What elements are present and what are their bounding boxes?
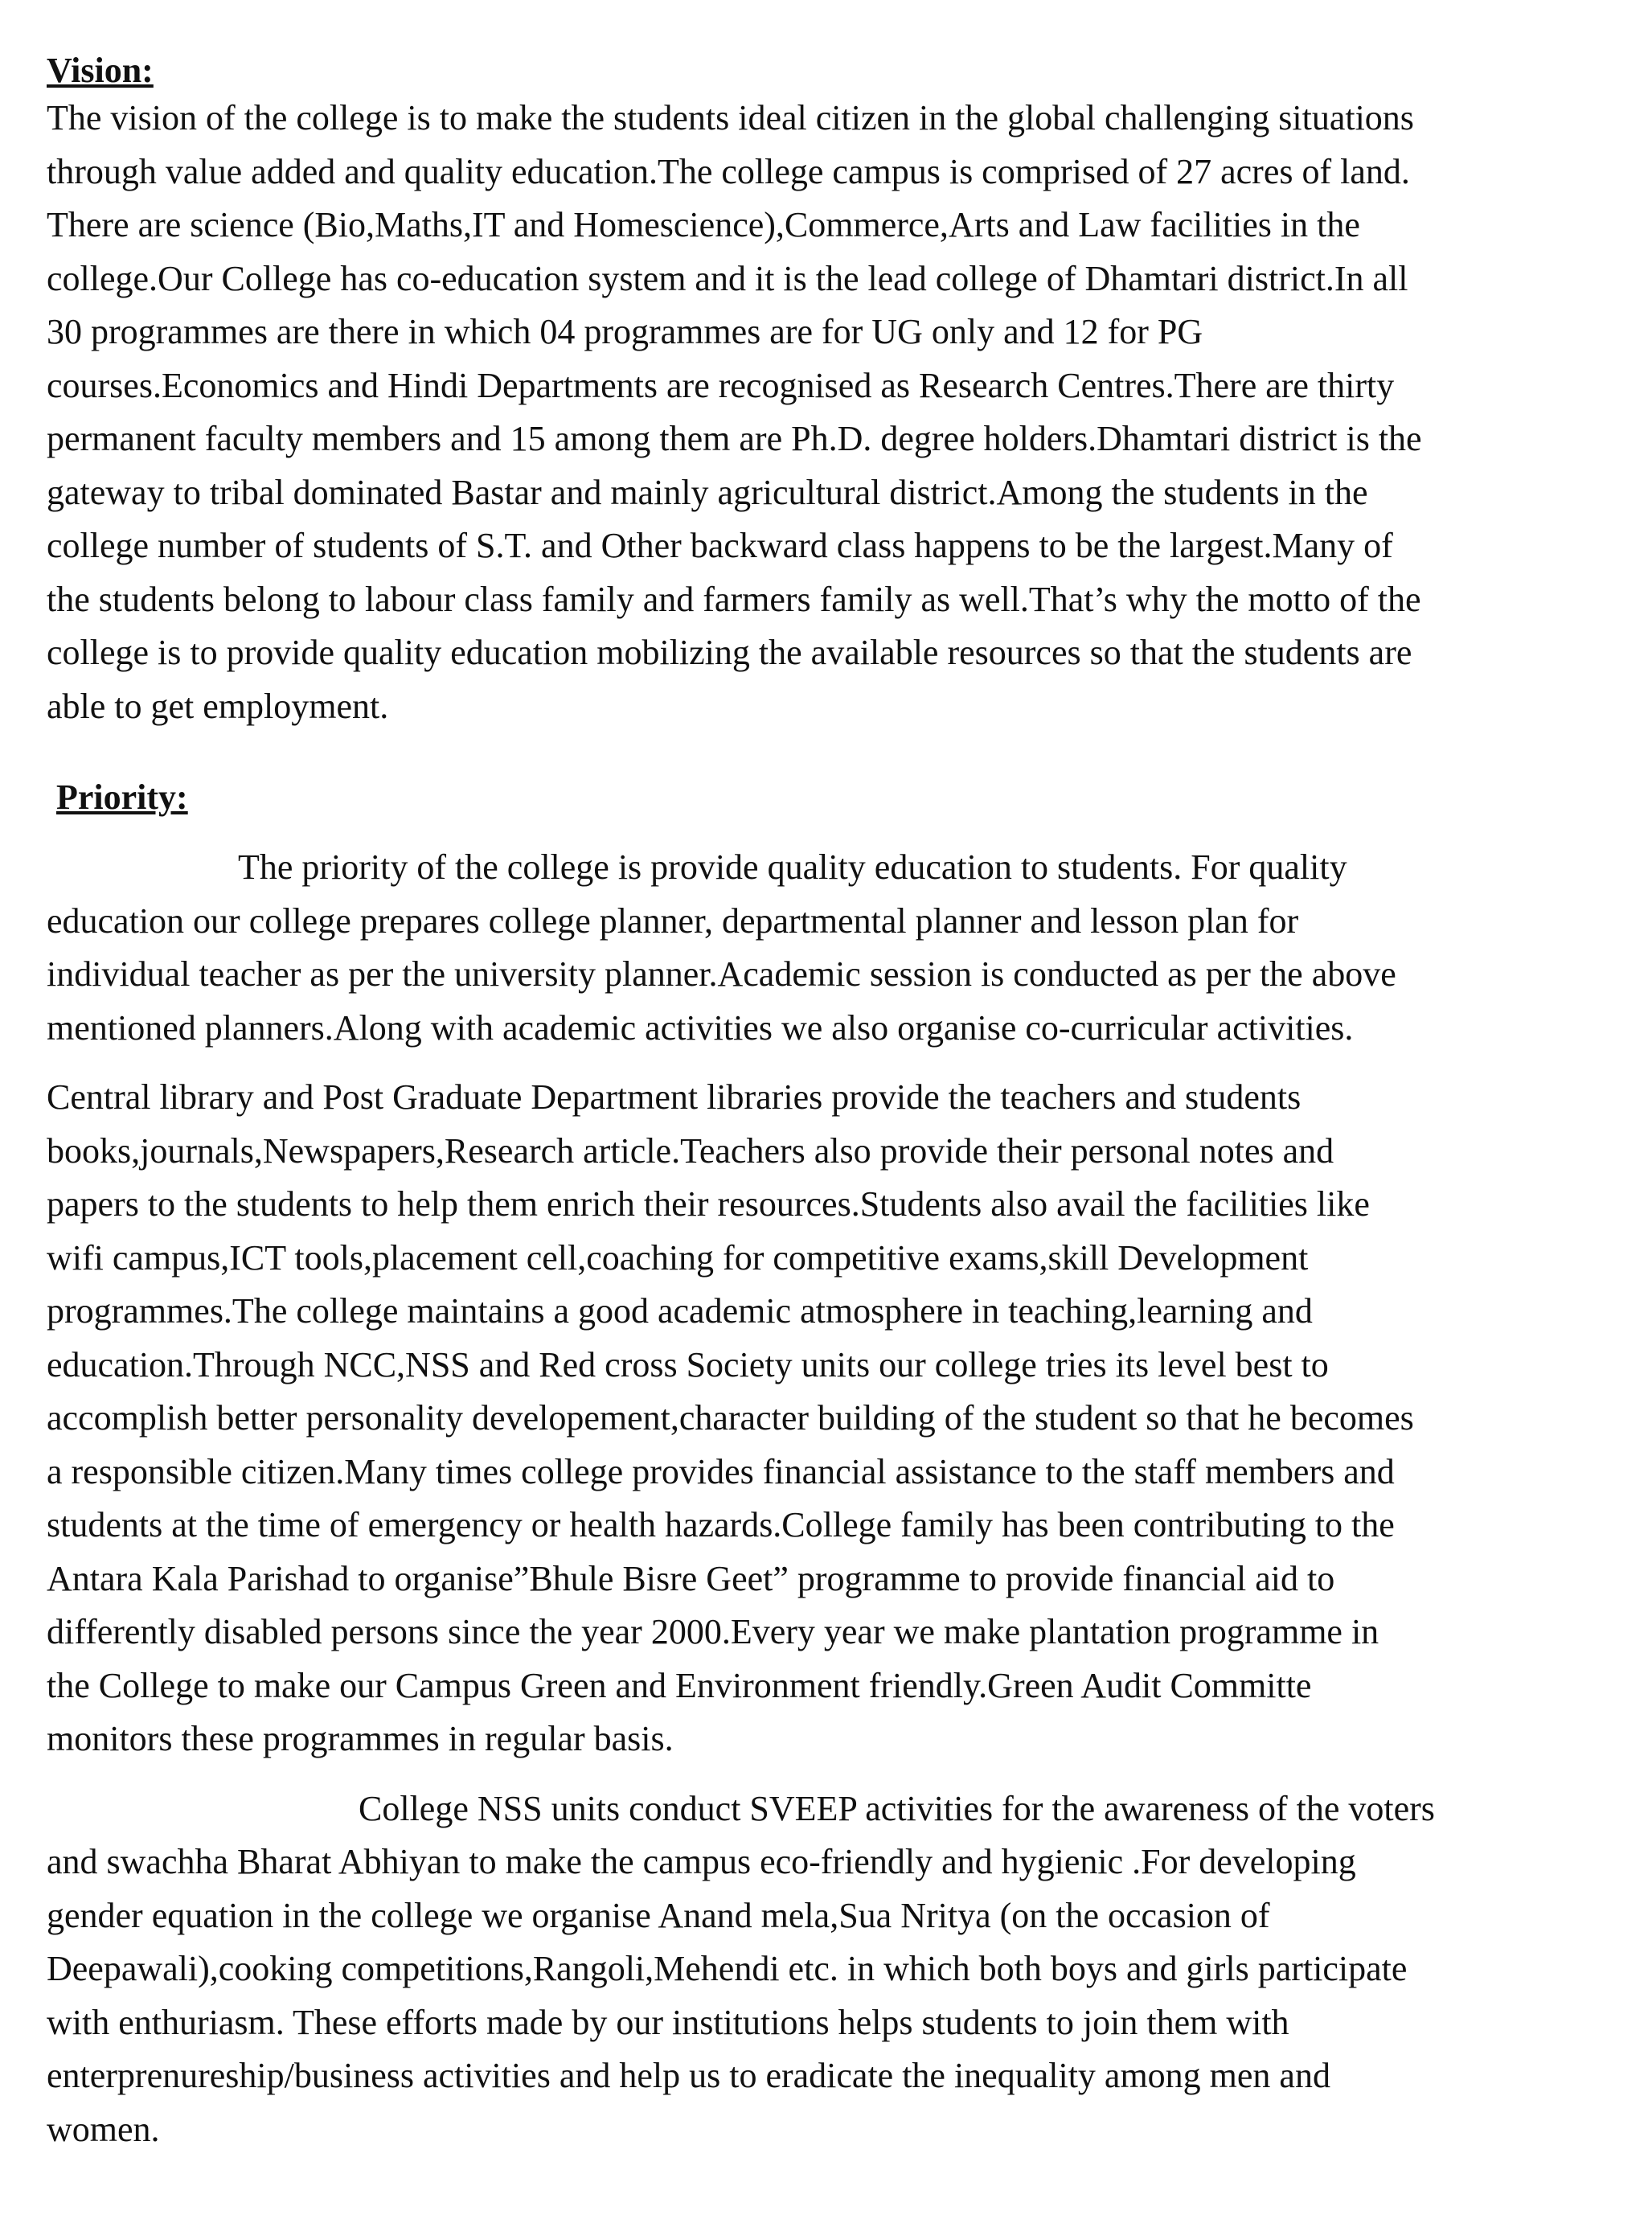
text-line: Deepawali),cooking competitions,Rangoli,Mehendi etc. in which both boys and girls participate <box>47 1949 1408 1988</box>
text-line: education our college prepares college planner, departmental planner and lesson plan for <box>47 900 1299 941</box>
text-line: Antara Kala Parishad to organise”Bhule Bisre Geet” programme to provide financial aid to <box>47 1558 1335 1598</box>
text-line: college.Our College has co-education system and it is the lead college of Dhamtari district.In all <box>47 258 1408 298</box>
text-line: college is to provide quality education mobilizing the available resources so that the students are <box>47 633 1412 672</box>
text-line: able to get employment. <box>47 686 389 726</box>
text-line: courses.Economics and Hindi Departments are recognised as Research Centres.There are thirty <box>47 365 1395 405</box>
text-line: students at the time of emergency or health hazards.College family has been contributing to the <box>47 1505 1395 1544</box>
text-line: College NSS units conduct SVEEP activities for the awareness of the voters <box>359 1788 1435 1828</box>
text-line: differently disabled persons since the year 2000.Every year we make plantation programme in <box>47 1612 1379 1651</box>
text-line: gender equation in the college we organise Anand mela,Sua Nritya (on the occasion of <box>47 1895 1270 1935</box>
priority-paragraph-1 <box>47 841 1622 1055</box>
text-line: mentioned planners.Along with academic activities we also organise co-curricular activities. <box>47 1007 1354 1048</box>
text-line: programmes.The college maintains a good academic atmosphere in teaching,learning and <box>47 1291 1313 1331</box>
text-line: education.Through NCC,NSS and Red cross Society units our college tries its level best to <box>47 1344 1329 1384</box>
document-page <box>47 50 1622 2156</box>
text-line: the College to make our Campus Green and Environment friendly.Green Audit Committe <box>47 1665 1312 1705</box>
text-line: Central library and Post Graduate Department libraries provide the teachers and students <box>47 1077 1302 1117</box>
priority-paragraph-3 <box>47 1782 1622 2157</box>
text-line: monitors these programmes in regular basis. <box>47 1719 674 1758</box>
vision-heading: Vision: <box>47 51 154 90</box>
vision-paragraph <box>47 92 1622 733</box>
text-line: There are science (Bio,Maths,IT and Homescience),Commerce,Arts and Law facilities in the <box>47 205 1360 244</box>
text-line: books,journals,Newspapers,Research article.Teachers also provide their personal notes and <box>47 1130 1334 1171</box>
text-line: the students belong to labour class family and farmers family as well.That’s why the motto of the <box>47 579 1421 619</box>
text-line: a responsible citizen.Many times college provides financial assistance to the staff members and <box>47 1451 1395 1491</box>
text-line: accomplish better personality developement,character building of the student so that he becomes <box>47 1398 1414 1438</box>
text-line: through value added and quality education.The college campus is comprised of 27 acres of land. <box>47 151 1410 191</box>
priority-paragraph-2 <box>47 1071 1622 1766</box>
text-line: The priority of the college is provide quality education to students. For quality <box>238 847 1347 887</box>
text-line: gateway to tribal dominated Bastar and mainly agricultural district.Among the students in the <box>47 472 1368 512</box>
text-line: The vision of the college is to make the students ideal citizen in the global challenging situations <box>47 98 1414 137</box>
text-line: 30 programmes are there in which 04 programmes are for UG only and 12 for PG <box>47 312 1203 351</box>
priority-heading: Priority: <box>56 777 188 817</box>
text-line: papers to the students to help them enrich their resources.Students also avail the facilities like <box>47 1184 1370 1224</box>
text-line: college number of students of S.T. and Other backward class happens to be the largest.Many of <box>47 526 1393 565</box>
text-line: wifi campus,ICT tools,placement cell,coaching for competitive exams,skill Development <box>47 1237 1309 1278</box>
text-line: enterprenureship/business activities and help us to eradicate the inequality among men and <box>47 2056 1330 2095</box>
text-line: women. <box>47 2109 160 2149</box>
text-line: with enthuriasm. These efforts made by our institutions helps students to join them with <box>47 2002 1289 2042</box>
text-line: permanent faculty members and 15 among them are Ph.D. degree holders.Dhamtari district is the <box>47 419 1422 458</box>
text-line: individual teacher as per the university planner.Academic session is conducted as per the above <box>47 954 1396 994</box>
text-line: and swachha Bharat Abhiyan to make the campus eco-friendly and hygienic .For developing <box>47 1842 1356 1881</box>
